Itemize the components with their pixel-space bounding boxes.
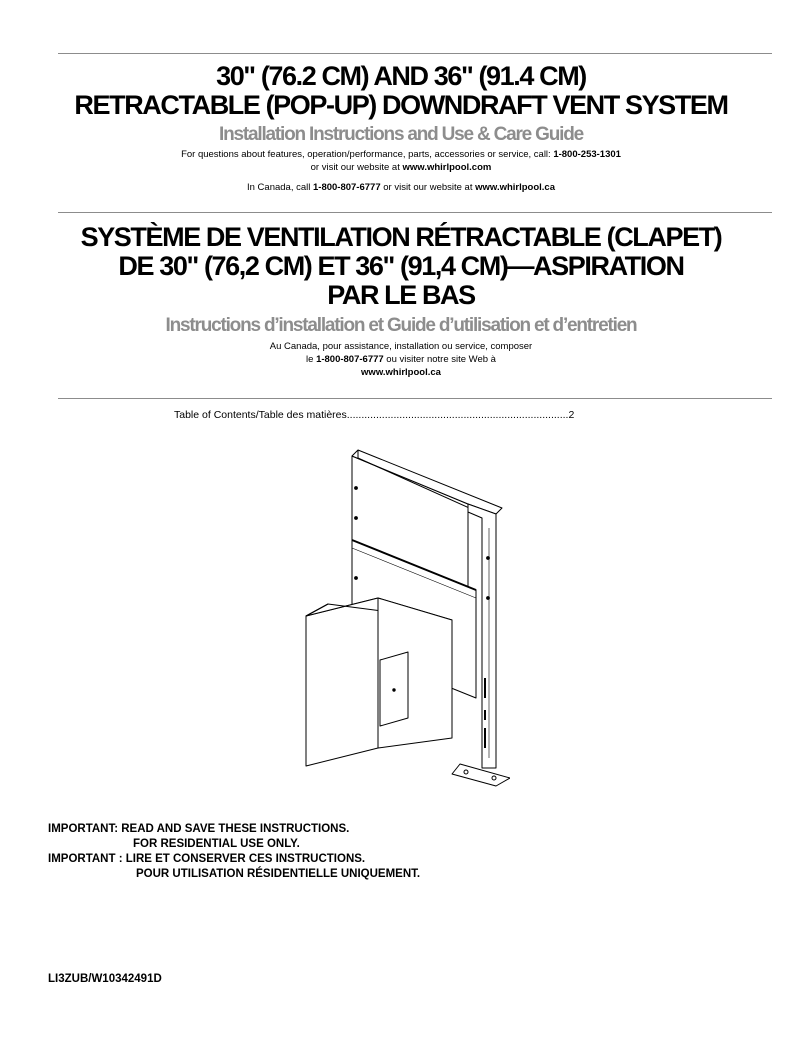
- french-website-line: [0, 366, 802, 379]
- middle-rule: [58, 212, 772, 213]
- important-line2: FOR RESIDENTIAL USE ONLY.: [133, 838, 300, 850]
- english-title-line1: 30" (76.2 CM) AND 36" (91.4 CM): [216, 61, 586, 91]
- top-rule: [58, 53, 772, 54]
- blower-box-front: [306, 598, 378, 766]
- french-title-line3: PAR LE BAS: [327, 280, 475, 310]
- part-number: LI3ZUB/W10342491D: [48, 973, 162, 985]
- french-phone: 1-800-807-6777: [316, 354, 384, 365]
- english-website-ca: www.whirlpool.ca: [475, 182, 556, 193]
- french-title-line1: SYSTÈME DE VENTILATION RÉTRACTABLE (CLAPET): [80, 222, 722, 252]
- english-canada-middle: or visit our website at: [380, 182, 476, 193]
- french-contact-line1: Au Canada, pour assistance, installation ou service, composer: [269, 341, 533, 352]
- important-line1: IMPORTANT: READ AND SAVE THESE INSTRUCTIONS.: [48, 823, 350, 835]
- english-subtitle: Installation Instructions and Use & Care Guide: [219, 124, 583, 145]
- important-line3: IMPORTANT : LIRE ET CONSERVER CES INSTRUCTIONS.: [48, 853, 366, 865]
- important-notice: [48, 822, 420, 882]
- english-contact-line1: [0, 148, 802, 161]
- french-contact-line2: [0, 353, 802, 366]
- english-phone-us: 1-800-253-1301: [553, 149, 621, 160]
- french-website: www.whirlpool.ca: [361, 367, 441, 378]
- english-contact-line2: [0, 161, 802, 174]
- toc-label: Table of Contents/Table des matières: [174, 409, 347, 421]
- english-contact-text: For questions about features, operation/performance, parts, accessories or service, call:: [181, 149, 554, 160]
- english-title-line2: RETRACTABLE (POP-UP) DOWNDRAFT VENT SYSTEM: [74, 90, 728, 120]
- important-line4: POUR UTILISATION RÉSIDENTIELLE UNIQUEMENT.: [136, 868, 421, 880]
- toc-page: 2: [568, 409, 575, 421]
- english-header: [0, 62, 802, 194]
- french-subtitle: Instructions d’installation et Guide d’utilisation et d’entretien: [165, 315, 637, 336]
- french-title-line2: DE 30" (76,2 CM) ET 36" (91,4 CM)—ASPIRATION: [118, 251, 684, 281]
- french-contact-prefix: le: [306, 354, 317, 365]
- table-of-contents-entry[interactable]: [174, 409, 574, 421]
- toc-leader: ............................................................................: [346, 409, 569, 421]
- english-website-text: or visit our website at: [310, 162, 403, 173]
- downdraft-vent-unit-illustration-icon: [296, 448, 510, 788]
- english-canada-prefix: In Canada, call: [246, 182, 313, 193]
- mounting-foot-bracket: [452, 764, 510, 786]
- french-contact-suffix: ou visiter notre site Web à: [383, 354, 496, 365]
- lower-rule: [58, 398, 772, 399]
- english-canada-phone: 1-800-807-6777: [313, 182, 381, 193]
- french-header: [0, 223, 802, 379]
- english-canada-line: [0, 181, 802, 194]
- english-website-us: www.whirlpool.com: [402, 162, 492, 173]
